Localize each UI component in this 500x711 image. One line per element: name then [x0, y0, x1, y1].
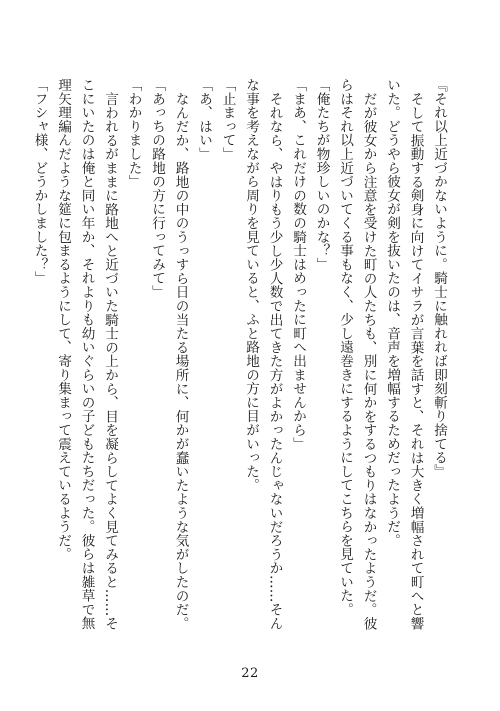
page-number: 22 — [241, 666, 259, 681]
paragraph-1: 『それ以上近づかないように。騎士に触れれば即刻斬り捨てる』 — [431, 78, 447, 479]
paragraph-5: 「まあ、これだけの数の騎士はめったに町へ出ませんから」 — [290, 78, 306, 451]
paragraph-9: なんだか、路地の中のうっすら日の当たる場所に、何かが蠢いたような気がしたのだ。 — [172, 91, 189, 630]
paragraph-8: 「あ、はい」 — [196, 78, 212, 161]
paragraph-6: それなら、やはりもう少し少人数で出てきた方がよかったんじゃないだろうか……そんな事を考えながら周りを見ていると、ふと路地の方に目がいった。 — [243, 78, 283, 630]
paragraph-3: だが彼女から注意を受けた町の人たちも、別に何かをするつもりはなかったようだ。彼らはそれ以上近づいてくる事もなく、少し遠巻きにするようにしてこちらを見ていた。 — [337, 78, 377, 630]
paragraph-10: 「あっちの路地の方に行ってみて」 — [149, 78, 165, 299]
paragraph-2: そして振動する剣身に向けてイサラが言葉を話すと、それは大きく増幅されて町へと響いた。どうやら彼女が剣を抜いたのは、音声を増幅するためだったようだ。 — [384, 78, 424, 630]
page-body — [31, 78, 450, 638]
paragraph-13: 「フシャ様、どうかしました？」 — [31, 78, 48, 285]
paragraph-7: 「止まって」 — [219, 78, 236, 161]
paragraph-11: 「わかりました」 — [125, 78, 142, 189]
paragraph-12: 言われるがままに路地へと近づいた騎士の上から、目を凝らしてよく見てみると……そこにいたのは俺と同い年か、それよりも幼いぐらいの子どもたちだった。彼らは雑草で無理矢理編んだような筵に包まるようにして、寄り集まって震えているようだ。 — [55, 78, 118, 630]
paragraph-4: 「俺たちが物珍しいのかな？」 — [313, 78, 330, 272]
